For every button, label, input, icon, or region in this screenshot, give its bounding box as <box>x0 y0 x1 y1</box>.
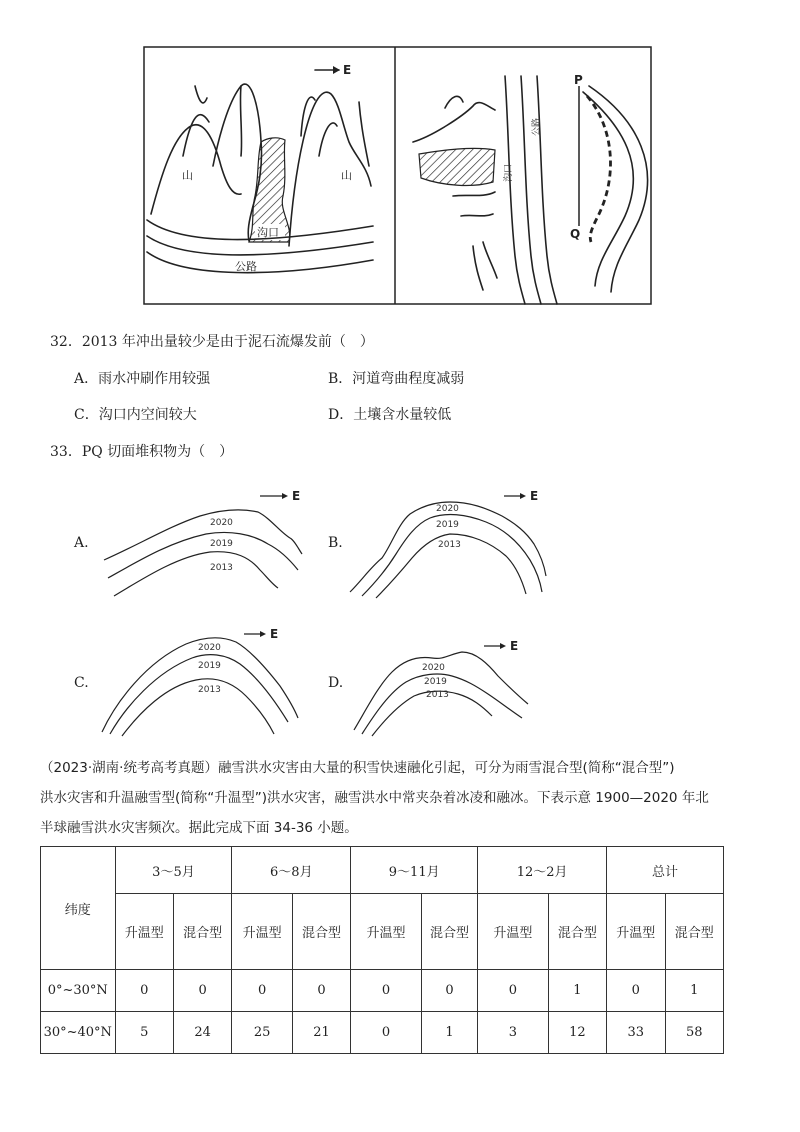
q33-c-year-2020: 2020 <box>198 643 221 653</box>
q33-option-b-diagram[interactable] <box>346 484 566 604</box>
subheader-cell: 混合型 <box>548 894 606 970</box>
point-q-label: Q <box>570 227 581 241</box>
latitude-cell: 30°~40°N <box>41 1012 116 1054</box>
q33-d-arrow-label: E <box>510 639 519 653</box>
value-cell: 0 <box>478 970 549 1012</box>
road-label-right: 公路 <box>532 117 542 136</box>
subheader-cell: 混合型 <box>665 894 723 970</box>
q33-b-year-2013: 2013 <box>438 540 461 550</box>
value-cell: 1 <box>665 970 723 1012</box>
subheader-cell: 混合型 <box>421 894 477 970</box>
q33-b-year-2019: 2019 <box>436 520 459 530</box>
gully-label-left: 沟口 <box>257 226 279 239</box>
value-cell: 0 <box>292 970 350 1012</box>
q33-c-year-2019: 2019 <box>198 661 221 671</box>
period-header: 12～2月 <box>478 847 607 894</box>
point-p-label: P <box>574 73 583 87</box>
subheader-cell: 混合型 <box>173 894 231 970</box>
q33-option-d-letter[interactable]: D. <box>328 675 344 691</box>
subheader-cell: 升温型 <box>351 894 422 970</box>
snowmelt-flood-table <box>40 846 724 1054</box>
q33-option-b-letter[interactable]: B. <box>328 535 343 551</box>
value-cell: 58 <box>665 1012 723 1054</box>
period-header: 6～8月 <box>232 847 351 894</box>
value-cell: 0 <box>351 970 422 1012</box>
value-cell: 33 <box>607 1012 665 1054</box>
q33-c-year-2013: 2013 <box>198 685 221 695</box>
question-32-stem: 32．2013 年冲出量较少是由于泥石流爆发前（ ） <box>50 334 374 350</box>
east-arrow-label-left: E <box>343 63 352 77</box>
q33-b-arrow-label: E <box>530 489 539 503</box>
passage-line-2: 洪水灾害和升温融雪型(简称“升温型”)洪水灾害，融雪洪水中常夹杂着冰凌和融冰。下表示意 1900—2020 年北 <box>40 790 709 806</box>
value-cell: 1 <box>548 970 606 1012</box>
table-corner-header: 纬度 <box>41 847 116 970</box>
value-cell: 25 <box>232 1012 292 1054</box>
period-header: 总计 <box>607 847 724 894</box>
road-label-left: 公路 <box>235 260 257 273</box>
period-header: 3～5月 <box>115 847 232 894</box>
value-cell: 0 <box>607 970 665 1012</box>
value-cell: 12 <box>548 1012 606 1054</box>
value-cell: 3 <box>478 1012 549 1054</box>
q33-d-year-2013: 2013 <box>426 690 449 700</box>
subheader-cell: 混合型 <box>292 894 350 970</box>
mountain-label-left: 山 <box>182 169 193 182</box>
q33-option-d-diagram[interactable] <box>348 630 568 738</box>
value-cell: 0 <box>173 970 231 1012</box>
value-cell: 0 <box>115 970 173 1012</box>
mountain-label-right: 山 <box>341 169 352 182</box>
q33-a-year-2019: 2019 <box>210 539 233 549</box>
subheader-cell: 升温型 <box>478 894 549 970</box>
value-cell: 5 <box>115 1012 173 1054</box>
q33-a-year-2013: 2013 <box>210 563 233 573</box>
q33-option-a-letter[interactable]: A. <box>74 535 89 551</box>
value-cell: 0 <box>232 970 292 1012</box>
value-cell: 21 <box>292 1012 350 1054</box>
q33-a-year-2020: 2020 <box>210 518 233 528</box>
q33-option-c-diagram[interactable] <box>96 622 316 738</box>
q33-d-year-2019: 2019 <box>424 677 447 687</box>
latitude-cell: 0°~30°N <box>41 970 116 1012</box>
period-header: 9～11月 <box>351 847 478 894</box>
q32-option-b[interactable]: B．河道弯曲程度减弱 <box>328 371 465 387</box>
value-cell: 0 <box>421 970 477 1012</box>
value-cell: 0 <box>351 1012 422 1054</box>
question-33-stem: 33．PQ 切面堆积物为（ ） <box>50 444 234 460</box>
value-cell: 1 <box>421 1012 477 1054</box>
q33-d-year-2020: 2020 <box>422 663 445 673</box>
table-row <box>41 1012 724 1054</box>
q33-c-arrow-label: E <box>270 627 279 641</box>
passage-line-3: 半球融雪洪水灾害频次。据此完成下面 34-36 小题。 <box>40 820 358 836</box>
q32-option-a[interactable]: A．雨水冲刷作用较强 <box>74 371 211 387</box>
subheader-cell: 升温型 <box>232 894 292 970</box>
q33-option-a-diagram[interactable] <box>100 484 320 604</box>
table-row <box>41 970 724 1012</box>
subheader-cell: 升温型 <box>115 894 173 970</box>
q32-option-d[interactable]: D．土壤含水量较低 <box>328 407 452 423</box>
passage-line-1: （2023·湖南·统考高考真题）融雪洪水灾害由大量的积雪快速融化引起，可分为雨雪混合型(简称“混合型”) <box>40 760 675 776</box>
mudflow-figure <box>143 46 653 306</box>
gully-label-right: 沟口 <box>504 163 514 182</box>
value-cell: 24 <box>173 1012 231 1054</box>
q33-a-arrow-label: E <box>292 489 301 503</box>
q33-b-year-2020: 2020 <box>436 504 459 514</box>
q33-option-c-letter[interactable]: C. <box>74 675 89 691</box>
q32-option-c[interactable]: C．沟口内空间较大 <box>74 407 197 423</box>
subheader-cell: 升温型 <box>607 894 665 970</box>
